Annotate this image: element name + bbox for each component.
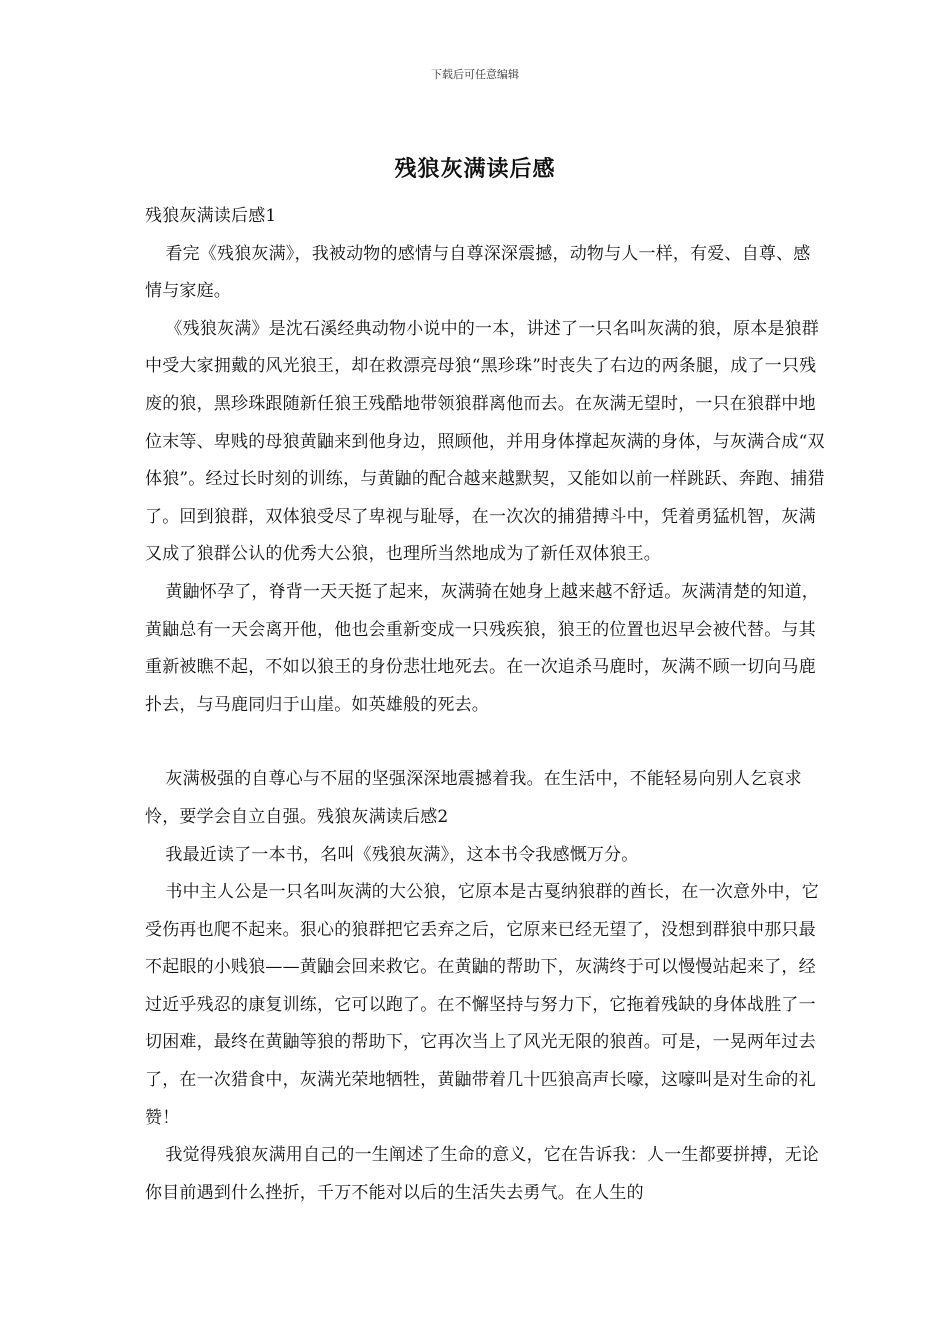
section-heading: 残狼灰满读后感1: [145, 206, 277, 226]
document-body: [145, 198, 825, 1212]
paragraph: 书中主人公是一只名叫灰满的大公狼，它原本是古戛纳狼群的酋长，在一次意外中，它受伤再也爬不起来。狠心的狼群把它丢弃之后，它原来已经无望了，没想到群狼中那只最不起眼的小贱狼——黄鼬会回来救它。在黄鼬的帮助下，灰满终于可以慢慢站起来了，经过近乎残忍的康复训练，它可以跑了。在不懈坚持与努力下，它拖着残缺的身体战胜了一切困难，最终在黄鼬等狼的帮助下，它再次当上了风光无限的狼酋。可是，一晃两年过去了，在一次猎食中，灰满光荣地牺牲，黄鼬带着几十匹狼高声长嚎，这嚎叫是对生命的礼赞！: [145, 882, 819, 1128]
paragraph: 灰满极强的自尊心与不屈的坚强深深地震撼着我。在生活中，不能轻易向别人乞哀求怜，要学会自立自强。残狼灰满读后感2: [145, 769, 802, 827]
blank-line: [145, 724, 825, 761]
paragraph: 我最近读了一本书，名叫《残狼灰满》，这本书令我感慨万分。: [165, 844, 639, 865]
paragraph: 我觉得残狼灰满用自己的一生阐述了生命的意义，它在告诉我：人一生都要拼搏，无论你目前遇到什么挫折，千万不能对以后的生活失去勇气。在人生的: [145, 1145, 819, 1203]
paragraph: 黄鼬怀孕了，脊背一天天挺了起来，灰满骑在她身上越来越不舒适。灰满清楚的知道，黄鼬总有一天会离开他，他也会重新变成一只残疾狼，狼王的位置也迟早会被代替。与其重新被瞧不起，不如以狼王的身份悲壮地死去。在一次追杀马鹿时，灰满不顾一切向马鹿扑去，与马鹿同归于山崖。如英雄般的死去。: [145, 581, 819, 715]
paragraph: 《残狼灰满》是沈石溪经典动物小说中的一本，讲述了一只名叫灰满的狼，原本是狼群中受大家拥戴的风光狼王，却在救漂亮母狼“黑珍珠”时丧失了右边的两条腿，成了一只残废的狼，黑珍珠跟随新任狼王残酷地带领狼群离他而去。在灰满无望时，一只在狼群中地位末等、卑贱的母狼黄鼬来到他身边，照顾他，并用身体撑起灰满的身体，与灰满合成“双体狼”。经过长时刻的训练，与黄鼬的配合越来越默契，又能如以前一样跳跃、奔跑、捕猎了。回到狼群，双体狼受尽了卑视与耻辱，在一次次的捕猎搏斗中，凭着勇猛机智，灰满又成了狼群公认的优秀大公狼，也理所当然地成为了新任双体狼王。: [145, 318, 825, 565]
paragraph: 看完《残狼灰满》，我被动物的感情与自尊深深震撼，动物与人一样，有爱、自尊、感情与家庭。: [145, 243, 811, 302]
header-note: 下载后可任意编辑: [431, 68, 519, 81]
document-title: 残狼灰满读后感: [394, 156, 556, 182]
